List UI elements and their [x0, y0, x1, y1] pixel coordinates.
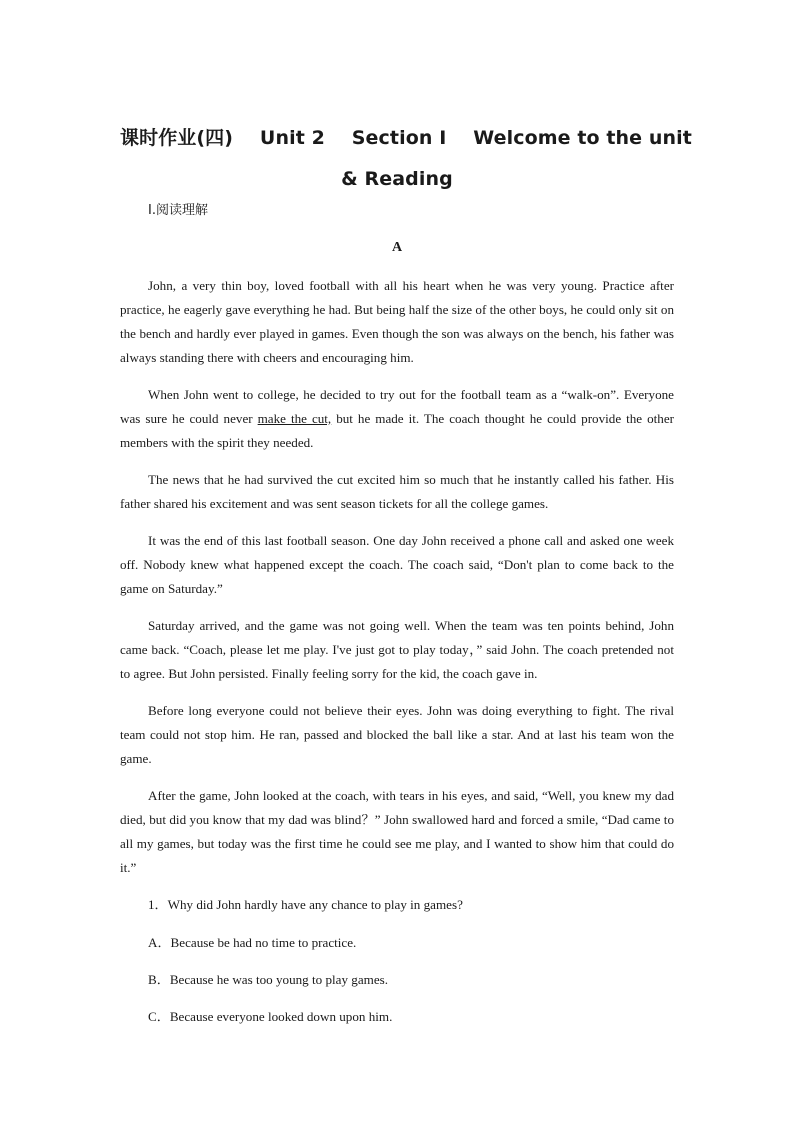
- question-1-option-b: B．Because he was too young to play games.: [148, 972, 389, 987]
- question-1-option-c: C．Because everyone looked down upon him.: [148, 1009, 393, 1024]
- paragraph-7: After the game, John looked at the coach, with tears in his eyes, and said, “Well, you knew my dad died, but did you know that my dad was blind？” John swallowed hard and forced a smile, “Dad came to all my games, but today was the first time he could see me play, and I wanted to show him that could do it.”: [120, 788, 674, 875]
- title-line-1: 课时作业(四) Unit 2 Section Ⅰ Welcome to the unit: [120, 127, 692, 149]
- section-label: Ⅰ.阅读理解: [148, 203, 208, 218]
- paragraph-6: Before long everyone could not believe their eyes. John was doing everything to fight. The rival team could not stop him. He ran, passed and blocked the ball like a star. And at last his team won the game.: [120, 703, 674, 766]
- paragraph-5: Saturday arrived, and the game was not going well. When the team was ten points behind, John came back. “Coach, please let me play. I've just got to play today，” said John. The coach pretended not to agree. But John persisted. Finally feeling sorry for the kid, the coach gave in.: [120, 618, 674, 681]
- underlined-phrase: make the cut,: [257, 411, 332, 426]
- paragraph-2: [120, 383, 674, 455]
- paragraph-4: It was the end of this last football season. One day John received a phone call and asked one week off. Nobody knew what happened except the coach. The coach said, “Don't plan to come back to the game on Saturday.”: [120, 533, 674, 596]
- paragraph-1: John, a very thin boy, loved football with all his heart when he was very young. Practice after practice, he eagerly gave everything he had. But being half the size of the other boys, he could only sit on the bench and hardly ever played in games. Even though the son was always on the bench, his father was always standing there with cheers and encouraging him.: [120, 278, 674, 365]
- paragraph-2-text-before: When John went to college, he decided to try out for the football team as a “walk-on”. Everyone was sure he could never: [120, 387, 674, 426]
- paragraph-3: The news that he had survived the cut excited him so much that he instantly called his father. His father shared his excitement and was sent season tickets for all the college games.: [120, 472, 674, 511]
- paragraph-2-text-after: but he made it. The coach thought he could provide the other members with the spirit they needed.: [120, 411, 675, 450]
- passage-label: A: [391, 240, 403, 255]
- question-1-option-a: A．Because be had no time to practice.: [148, 935, 357, 950]
- title-line-2: & Reading: [341, 168, 453, 190]
- question-1-stem: 1．Why did John hardly have any chance to play in games?: [148, 897, 463, 912]
- page-title: [120, 118, 692, 200]
